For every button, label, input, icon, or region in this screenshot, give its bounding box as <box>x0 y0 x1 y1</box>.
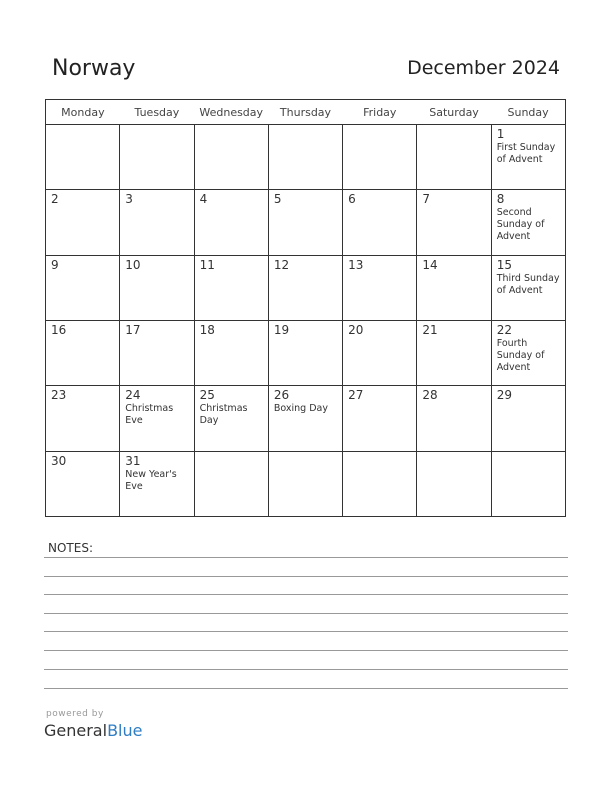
day-number: 20 <box>348 322 364 337</box>
week-row <box>46 190 566 255</box>
day-number: 19 <box>273 322 290 337</box>
weekday-friday: Friday <box>343 100 417 125</box>
day-cell <box>417 451 491 516</box>
day-number: 6 <box>348 192 356 207</box>
brand-logo[interactable] <box>44 721 142 740</box>
day-cell <box>417 386 491 451</box>
day-number: 21 <box>422 322 438 337</box>
day-number: 12 <box>273 257 290 272</box>
weekday-saturday: Saturday <box>417 100 491 125</box>
day-number: 25 <box>199 388 215 403</box>
day-number: 11 <box>199 257 215 272</box>
day-cell <box>120 451 194 516</box>
powered-by-text: powered by <box>46 709 104 719</box>
brand-blue-text: Blue <box>107 721 143 740</box>
note-line <box>44 594 568 595</box>
calendar-grid <box>45 99 566 517</box>
day-cell <box>343 255 417 320</box>
day-number: 17 <box>125 322 141 337</box>
day-cell <box>194 320 268 385</box>
day-number: 4 <box>199 192 208 207</box>
day-cell <box>268 255 342 320</box>
day-cell <box>417 320 491 385</box>
day-cell <box>417 190 491 255</box>
day-cell <box>343 451 417 516</box>
note-line <box>44 669 568 670</box>
day-cell <box>194 125 268 190</box>
day-number: 18 <box>199 322 215 337</box>
note-line <box>44 688 568 689</box>
day-cell <box>120 386 194 451</box>
day-cell <box>491 451 565 516</box>
day-cell <box>417 125 491 190</box>
holiday-label: Third Sunday of Advent <box>496 272 560 296</box>
day-number: 15 <box>496 257 512 272</box>
day-number: 24 <box>125 388 141 403</box>
day-cell <box>268 125 342 190</box>
day-cell <box>46 386 120 451</box>
week-row <box>46 386 566 451</box>
day-number: 31 <box>125 453 141 468</box>
day-cell <box>491 125 565 190</box>
weekday-sunday: Sunday <box>491 100 565 125</box>
day-number: 13 <box>348 257 364 272</box>
day-number: 23 <box>51 388 67 403</box>
day-number: 27 <box>348 388 364 403</box>
day-number: 30 <box>51 453 67 468</box>
day-cell <box>417 255 491 320</box>
day-cell <box>343 190 417 255</box>
note-line <box>44 576 568 577</box>
day-number: 5 <box>273 192 282 207</box>
holiday-label: First Sunday of Advent <box>496 142 556 165</box>
day-cell <box>46 320 120 385</box>
week-row <box>46 125 566 190</box>
day-cell <box>194 386 268 451</box>
weekday-tuesday: Tuesday <box>120 100 194 125</box>
day-cell <box>268 386 342 451</box>
day-cell <box>491 190 565 255</box>
week-row <box>46 255 566 320</box>
day-number: 2 <box>51 192 59 207</box>
day-cell <box>343 125 417 190</box>
day-cell <box>120 320 194 385</box>
day-cell <box>120 190 194 255</box>
country-title: Norway <box>52 56 136 81</box>
week-row <box>46 451 566 516</box>
holiday-label: Fourth Sunday of Advent <box>496 337 545 373</box>
day-number: 8 <box>496 192 505 207</box>
day-cell <box>46 255 120 320</box>
note-line <box>44 613 568 614</box>
day-number: 3 <box>125 192 133 207</box>
day-cell <box>194 190 268 255</box>
day-cell <box>491 386 565 451</box>
day-number: 1 <box>496 127 505 141</box>
holiday-label: New Year's Eve <box>125 468 177 492</box>
holiday-label: Christmas Day <box>199 403 248 427</box>
holiday-label: Christmas Eve <box>125 403 174 427</box>
day-number: 29 <box>496 388 512 403</box>
holiday-label: Boxing Day <box>273 403 328 415</box>
weekday-monday: Monday <box>46 100 120 125</box>
day-cell <box>46 190 120 255</box>
week-row <box>46 320 566 385</box>
note-line <box>44 557 568 558</box>
day-cell <box>268 451 342 516</box>
weekday-thursday: Thursday <box>268 100 342 125</box>
day-cell <box>120 255 194 320</box>
day-number: 14 <box>422 257 438 272</box>
day-cell <box>46 451 120 516</box>
day-cell <box>491 255 565 320</box>
day-cell <box>268 320 342 385</box>
day-cell <box>343 386 417 451</box>
day-number: 22 <box>496 322 512 337</box>
day-number: 10 <box>125 257 141 272</box>
day-cell <box>194 451 268 516</box>
day-number: 26 <box>273 388 290 403</box>
day-number: 9 <box>51 257 59 272</box>
day-number: 28 <box>422 388 438 403</box>
day-cell <box>491 320 565 385</box>
month-year-title: December 2024 <box>407 57 560 79</box>
day-number: 16 <box>51 322 67 337</box>
day-cell <box>194 255 268 320</box>
note-line <box>44 631 568 632</box>
note-line <box>44 650 568 651</box>
notes-label: NOTES: <box>48 541 93 555</box>
day-cell <box>120 125 194 190</box>
day-number: 7 <box>422 192 431 207</box>
brand-general-text: General <box>44 721 108 740</box>
holiday-label: Second Sunday of Advent <box>496 207 545 243</box>
weekday-wednesday: Wednesday <box>194 100 268 125</box>
calendar-body <box>46 125 566 517</box>
day-cell <box>343 320 417 385</box>
day-cell <box>46 125 120 190</box>
weekday-header-row <box>46 100 566 125</box>
day-cell <box>268 190 342 255</box>
